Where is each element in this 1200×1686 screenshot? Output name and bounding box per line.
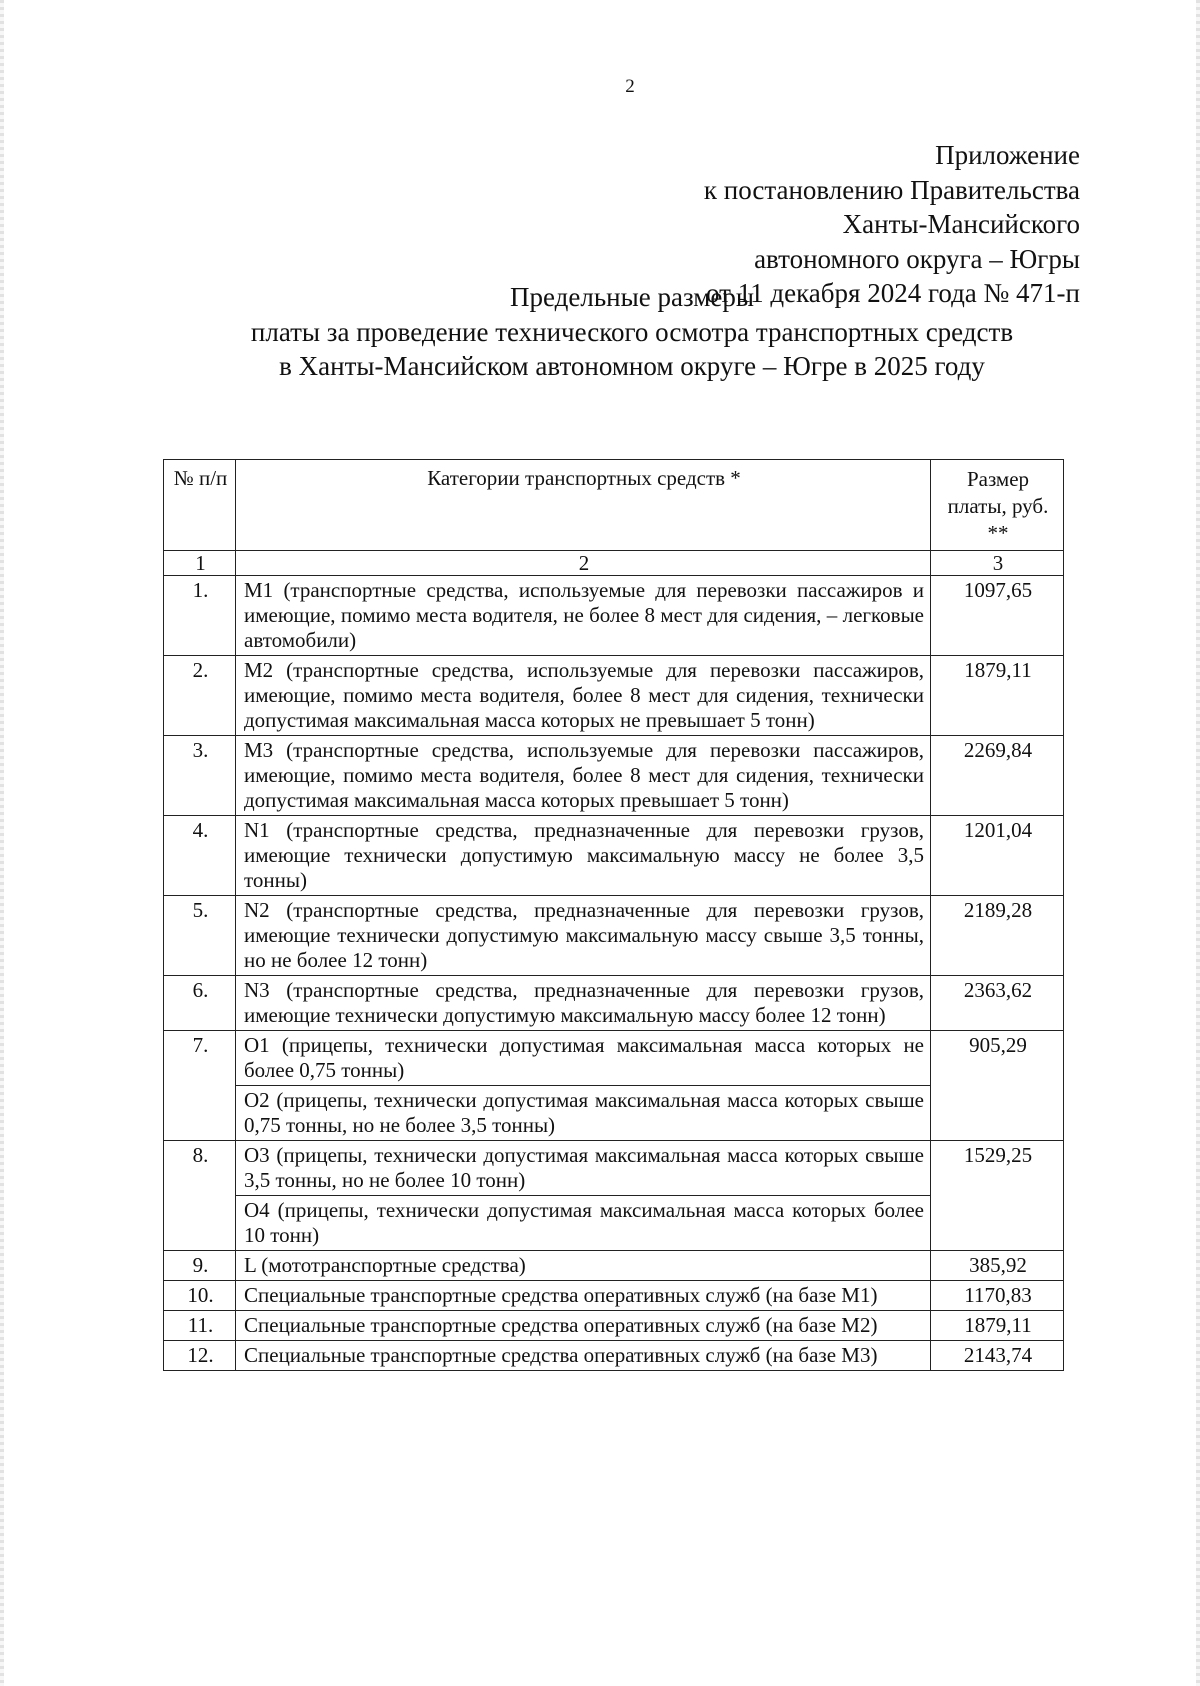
table-row [164, 1251, 1064, 1281]
table-row [164, 1031, 1064, 1086]
row-category: O3 (прицепы, технически допустимая максимальная масса которых свыше 3,5 тонны, но не более 10 тонн) [236, 1141, 931, 1196]
title-line: Предельные размеры [510, 282, 754, 312]
row-category: M1 (транспортные средства, используемые для перевозки пассажиров и имеющие, помимо места водителя, не более 8 мест для сидения, – легковые автомобили) [236, 576, 931, 656]
table-row [164, 576, 1064, 656]
row-fee: 2363,62 [931, 976, 1064, 1031]
row-category: M3 (транспортные средства, используемые для перевозки пассажиров, имеющие, помимо места водителя, более 8 мест для сидения, технически допустимая максимальная масса которых превышает 5 тонн) [236, 736, 931, 816]
row-fee: 1879,11 [931, 656, 1064, 736]
row-fee: 1879,11 [931, 1311, 1064, 1341]
row-category: L (мототранспортные средства) [236, 1251, 931, 1281]
column-number: 2 [236, 551, 931, 576]
row-category: M2 (транспортные средства, используемые для перевозки пассажиров, имеющие, помимо места водителя, более 8 мест для сидения, технически допустимая максимальная масса которых не превышает 5 тонн) [236, 656, 931, 736]
row-fee: 1097,65 [931, 576, 1064, 656]
row-category: Специальные транспортные средства оперативных служб (на базе M2) [236, 1311, 931, 1341]
column-number: 3 [931, 551, 1064, 576]
table-subrow [164, 1086, 1064, 1141]
table-row [164, 1341, 1064, 1371]
table-row [164, 736, 1064, 816]
table-row [164, 1311, 1064, 1341]
scan-edge-right [1196, 0, 1200, 1686]
page-number: 2 [625, 76, 635, 97]
table-row [164, 816, 1064, 896]
row-category: O1 (прицепы, технически допустимая максимальная масса которых не более 0,75 тонны) [236, 1031, 931, 1086]
row-number: 9. [164, 1251, 236, 1281]
row-number: 7. [164, 1031, 236, 1141]
title-line: в Ханты-Мансийском автономном округе – Югре в 2025 году [279, 351, 985, 381]
table-row [164, 1281, 1064, 1311]
title-line: платы за проведение технического осмотра транспортных средств [250, 316, 1014, 347]
row-fee: 1529,25 [931, 1141, 1064, 1251]
table-row [164, 896, 1064, 976]
row-fee: 2143,74 [931, 1341, 1064, 1371]
row-category-secondary: O2 (прицепы, технически допустимая максимальная масса которых свыше 0,75 тонны, но не более 3,5 тонны) [236, 1086, 931, 1141]
row-number: 1. [164, 576, 236, 656]
scan-edge-left [0, 0, 4, 1686]
row-category: Специальные транспортные средства оперативных служб (на базе M1) [236, 1281, 931, 1311]
row-category: Специальные транспортные средства оперативных служб (на базе M3) [236, 1341, 931, 1371]
row-category: N1 (транспортные средства, предназначенные для перевозки грузов, имеющие технически допустимую максимальную массу не более 3,5 тонны) [236, 816, 931, 896]
appendix-line: Приложение [935, 140, 1080, 170]
row-fee: 905,29 [931, 1031, 1064, 1141]
table-subrow [164, 1196, 1064, 1251]
row-category-secondary: O4 (прицепы, технически допустимая максимальная масса которых более 10 тонн) [236, 1196, 931, 1251]
table-row [164, 1141, 1064, 1196]
column-number-row [164, 551, 1064, 576]
row-fee: 2189,28 [931, 896, 1064, 976]
fees-table [163, 459, 1064, 1371]
appendix-line: Ханты-Мансийского [842, 209, 1080, 239]
row-number: 10. [164, 1281, 236, 1311]
row-fee: 2269,84 [931, 736, 1064, 816]
row-number: 8. [164, 1141, 236, 1251]
header-fee: Размер платы, руб. ** [931, 460, 1064, 551]
row-number: 6. [164, 976, 236, 1031]
header-category: Категории транспортных средств * [236, 460, 931, 551]
row-number: 3. [164, 736, 236, 816]
header-num: № п/п [164, 460, 236, 551]
row-number: 4. [164, 816, 236, 896]
row-category: N3 (транспортные средства, предназначенные для перевозки грузов, имеющие технически допустимую максимальную массу более 12 тонн) [236, 976, 931, 1031]
appendix-line: к постановлению Правительства [703, 174, 1080, 205]
row-number: 5. [164, 896, 236, 976]
table-row [164, 976, 1064, 1031]
row-number: 12. [164, 1341, 236, 1371]
row-number: 2. [164, 656, 236, 736]
row-fee: 1201,04 [931, 816, 1064, 896]
document-title [162, 280, 1102, 384]
table-row [164, 656, 1064, 736]
appendix-line: автономного округа – Югры [754, 243, 1080, 274]
appendix-line: от 11 декабря 2024 года № 471-п [705, 278, 1080, 308]
table-header-row [164, 460, 1064, 551]
row-fee: 1170,83 [931, 1281, 1064, 1311]
row-category: N2 (транспортные средства, предназначенные для перевозки грузов, имеющие технически допустимую максимальную массу свыше 3,5 тонны, но не более 12 тонн) [236, 896, 931, 976]
row-number: 11. [164, 1311, 236, 1341]
column-number: 1 [164, 551, 236, 576]
row-fee: 385,92 [931, 1251, 1064, 1281]
